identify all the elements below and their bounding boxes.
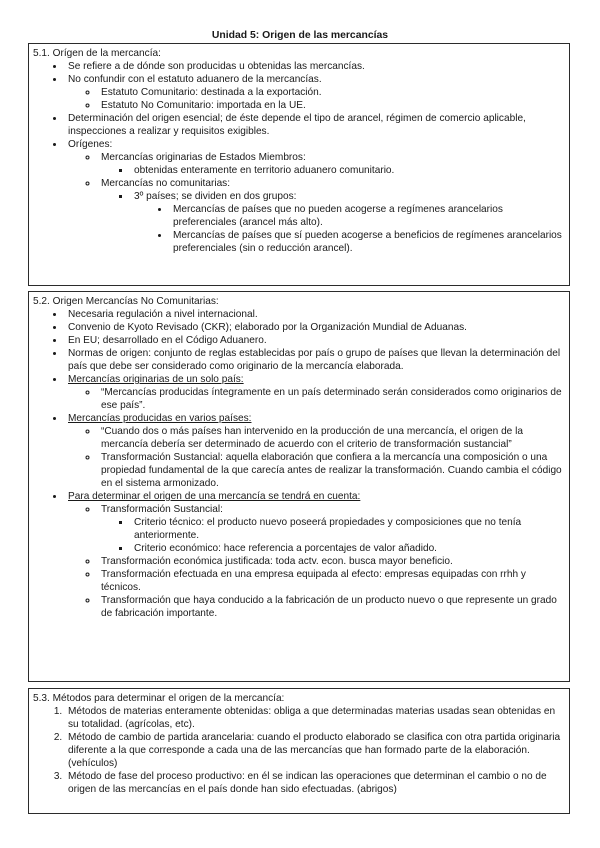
list-item	[65, 490, 563, 620]
list-item: • Mercancías de países que no pueden acogerse a regímenes arancelarios preferenciales (arancel más alto).	[170, 203, 563, 229]
sub-list	[101, 164, 563, 177]
section-heading: 5.1. Orígen de la mercancía:	[33, 48, 161, 59]
underlined-subheading: Mercancías producidas en varios países:	[68, 413, 252, 424]
section-heading: 5.2. Origen Mercancías No Comunitarias:	[33, 296, 219, 307]
bullet-list	[33, 60, 563, 255]
section-5-1-box	[28, 43, 570, 286]
sub-list	[68, 151, 563, 255]
list-item: ▪ Criterio técnico: el producto nuevo poseerá propiedades y composiciones que no tenía anteriormente.	[131, 516, 563, 542]
list-item: 1. Métodos de materias enteramente obtenidas: obliga a que determinadas materias usadas sean obtenidas en su totalidad. (agrícolas, etc).	[65, 705, 563, 731]
list-item: ▪ obtenidas enteramente en territorio aduanero comunitario.	[131, 164, 563, 177]
list-item: • Necesaria regulación a nivel internacional.	[65, 308, 563, 321]
list-item: ◦ Transformación Sustancial: aquella elaboración que confiera a la mercancía una composición o una propiedad fundamental de la que carecía antes de realizar la transformación. Cuando cambia el código en el sistema armonizado.	[98, 451, 563, 490]
list-item: • Mercancías de países que sí pueden acogerse a beneficios de regímenes arancelarios preferenciales (sin o reducción arancel).	[170, 229, 563, 255]
list-item: ◦ Mercancías originarias de Estados Miembros: ▪ obtenidas enteramente en territorio aduanero comunitario.	[98, 151, 563, 177]
list-item: • En EU; desarrollado en el Código Aduanero.	[65, 334, 563, 347]
underlined-subheading: Para determinar el origen de una mercancía se tendrá en cuenta:	[68, 491, 361, 502]
list-item: ◦ Transformación Sustancial: ▪ Criterio técnico: el producto nuevo poseerá propiedades y composiciones que no tenía anteriormente. ▪ Criterio económico: hace referencia a porcentajes de valor añadido.	[98, 503, 563, 555]
list-item: ▪ 3º países; se dividen en dos grupos: • Mercancías de países que no pueden acogerse a regímenes arancelarios preferenciales (arancel más alto). • Mercancías de países que sí pueden acogerse a beneficios de regímenes arancelarios preferenciales (sin o reducción arancel).	[131, 190, 563, 255]
list-item: 2. Método de cambio de partida arancelaria: cuando el producto elaborado se clasifica con otra partida originaria diferente a la que corresponde a cada una de las mercancías que han formado parte de la elaboración. (vehículos)	[65, 731, 563, 770]
sub-list	[68, 86, 563, 112]
section-5-3-box	[28, 688, 570, 814]
list-item: ▪ Criterio económico: hace referencia a porcentajes de valor añadido.	[131, 542, 563, 555]
sub-list	[101, 190, 563, 255]
list-item: • Se refiere a de dónde son producidas u obtenidas las mercancías.	[65, 60, 563, 73]
section-heading: 5.3. Métodos para determinar el origen de la mercancía:	[33, 693, 285, 704]
sub-list	[68, 386, 563, 412]
sub-list	[68, 425, 563, 490]
list-item: • Normas de origen: conjunto de reglas establecidas por país o grupo de países que llevan la determinación del país que debe ser considerado como originario de la mercancía elaborada.	[65, 347, 563, 373]
list-item	[65, 373, 563, 412]
sub-list	[68, 503, 563, 620]
section-5-2-box	[28, 291, 570, 682]
list-item	[65, 412, 563, 490]
list-item: • Determinación del origen esencial; de éste depende el tipo de arancel, régimen de comercio aplicable, inspecciones a realizar y requisitos exigibles.	[65, 112, 563, 138]
list-item: • No confundir con el estatuto aduanero de la mercancías. ◦ Estatuto Comunitario: destinada a la exportación. ◦ Estatuto No Comunitario: importada en la UE.	[65, 73, 563, 112]
list-item: 3. Método de fase del proceso productivo: en él se indican las operaciones que determinan el cambio o no de origen de las mercancías en el país donde han sido efectuadas. (abrigos)	[65, 770, 563, 796]
list-item: ◦ Transformación efectuada en una empresa equipada al efecto: empresas equipadas con rrhh y técnicos.	[98, 568, 563, 594]
list-item: ◦ Transformación que haya conducido a la fabricación de un producto nuevo o que represente un grado de fabricación importante.	[98, 594, 563, 620]
list-item: • Orígenes: ◦ Mercancías originarias de Estados Miembros: ▪ obtenidas enteramente en territorio aduanero comunitario. ◦ Mercancías no comunitarias: ▪ 3º países; se dividen en dos grupos: • Mercancías de países que no pueden acogerse a regímenes arancelarios preferenciales (arancel más alto). • Mercancías de países que sí pueden acogerse a beneficios de regímenes arancelarios preferenciales (sin o reducción arancel).	[65, 138, 563, 255]
bullet-list	[33, 308, 563, 620]
underlined-subheading: Mercancías originarias de un solo país:	[68, 374, 244, 385]
list-item: ◦ “Cuando dos o más países han intervenido en la producción de una mercancía, el origen de la mercancía debería ser determinado de acuerdo con el criterio de transformación sustancial”	[98, 425, 563, 451]
list-item: • Convenio de Kyoto Revisado (CKR); elaborado por la Organización Mundial de Aduanas.	[65, 321, 563, 334]
list-item: ◦ Transformación económica justificada: toda actv. econ. busca mayor beneficio.	[98, 555, 563, 568]
list-item: ◦ Estatuto No Comunitario: importada en la UE.	[98, 99, 563, 112]
list-item: ◦ “Mercancías producidas íntegramente en un país determinado serán considerados como originarios de ese país”.	[98, 386, 563, 412]
list-item: ◦ Mercancías no comunitarias: ▪ 3º países; se dividen en dos grupos: • Mercancías de países que no pueden acogerse a regímenes arancelarios preferenciales (arancel más alto). • Mercancías de países que sí pueden acogerse a beneficios de regímenes arancelarios preferenciales (sin o reducción arancel).	[98, 177, 563, 255]
document-title: Unidad 5: Origen de las mercancías	[211, 30, 389, 41]
sub-list	[134, 203, 563, 255]
numbered-list	[33, 705, 563, 796]
list-item: ◦ Estatuto Comunitario: destinada a la exportación.	[98, 86, 563, 99]
sub-list	[101, 516, 563, 555]
